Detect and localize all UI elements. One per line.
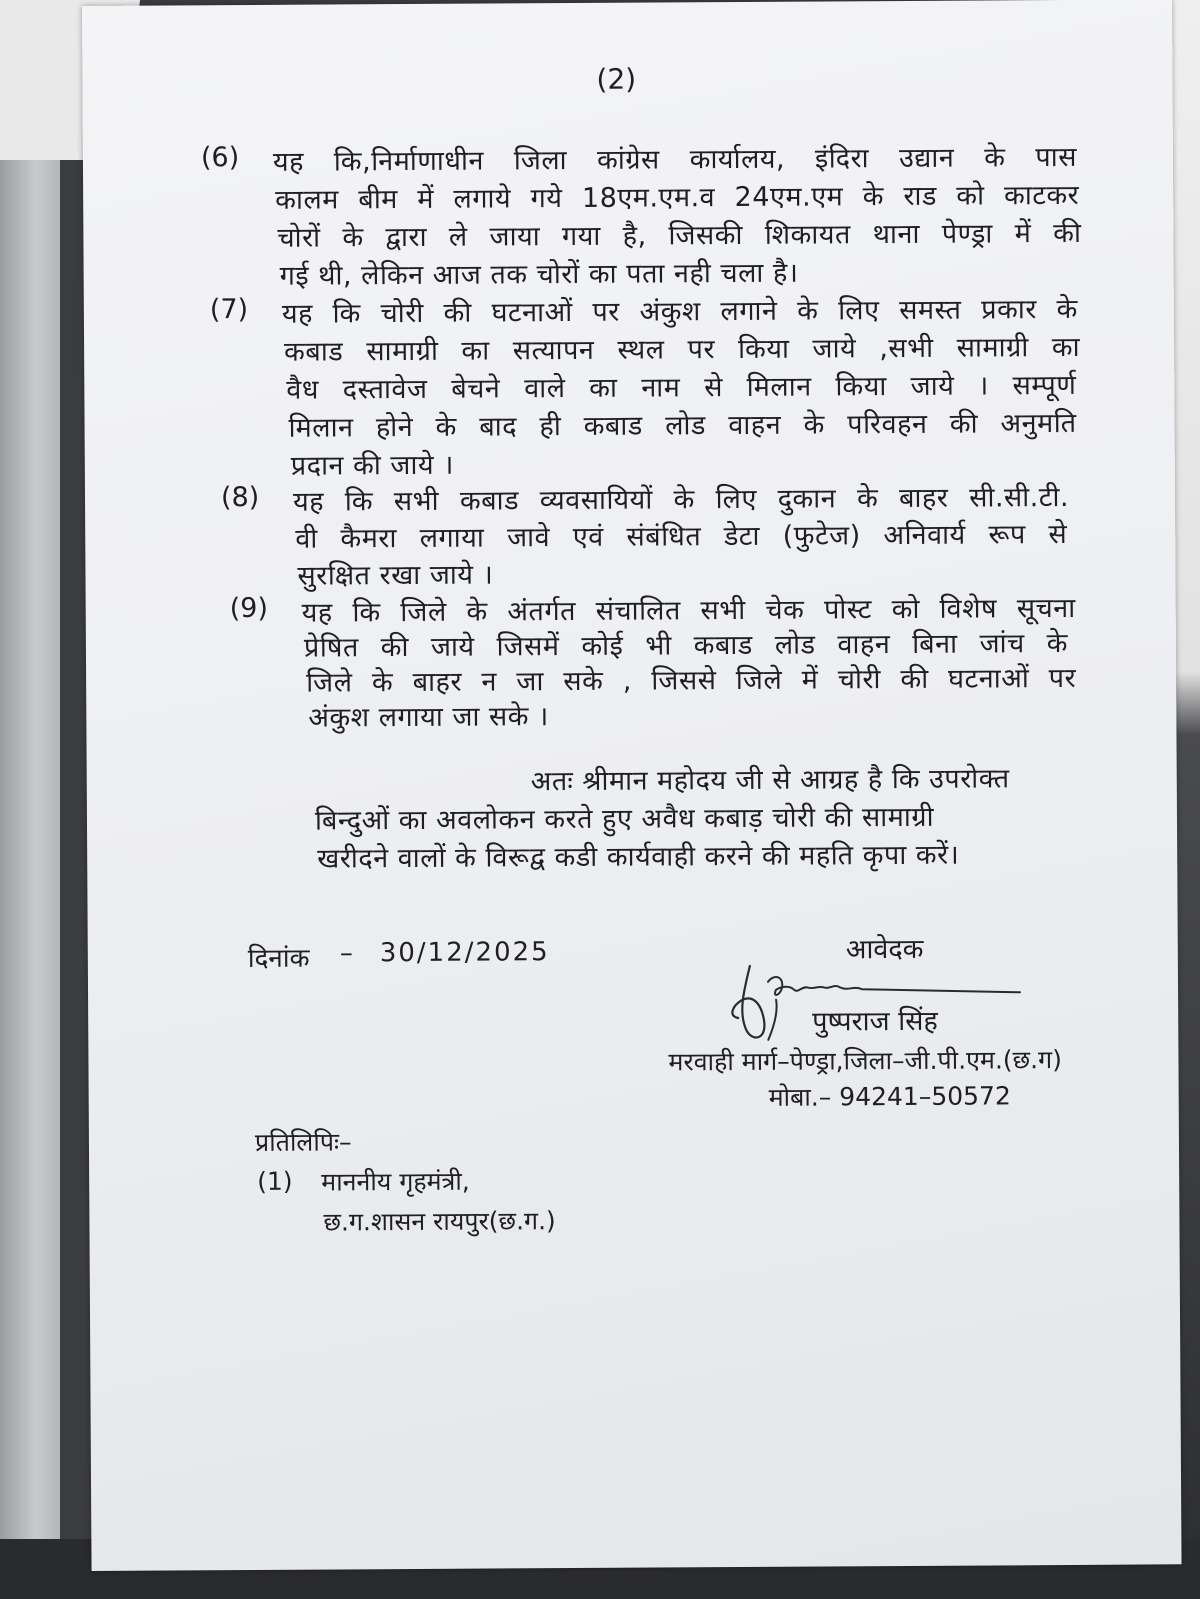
point-line: वी कैमरा लगाया जावे एवं संबंधित डेटा (फुटेज) अनिवार्य रूप से	[295, 518, 1068, 555]
copy-item-line: छ.ग.शासन रायपुर(छ.ग.)	[323, 1206, 556, 1237]
point-line: सुरक्षित रखा जाये ।	[297, 559, 494, 592]
date-label: दिनांक	[247, 943, 310, 975]
applicant-mobile: मोबा.– 94241–50572	[768, 1081, 1011, 1112]
point-line: प्रेषित की जाये जिसमें कोई भी कबाड लोड वाहन बिना जांच के	[303, 627, 1069, 664]
copy-item-number: (1)	[257, 1166, 293, 1196]
document-page	[82, 0, 1182, 1571]
background-left-edge	[0, 0, 60, 1599]
applicant-address: मरवाही मार्ग–पेण्ड्रा,जिला–जी.पी.एम.(छ.ग)	[668, 1045, 1062, 1077]
point-number: (6)	[200, 142, 240, 174]
point-line: गई थी, लेकिन आज तक चोरों का पता नही चला है।	[279, 257, 799, 292]
copy-label: प्रतिलिपिः–	[254, 1127, 352, 1157]
applicant-label: आवेदक	[845, 933, 924, 966]
date-value: 30/12/2025	[379, 937, 550, 969]
point-line: प्रदान की जाये ।	[290, 449, 454, 482]
applicant-name: पुष्पराज सिंह	[812, 1005, 938, 1038]
request-line: खरीदने वालों के विरूद्व कडी कार्यवाही करने की महति कृपा करें।	[317, 839, 960, 875]
point-line: अंकुश लगाया जा सके ।	[308, 701, 549, 734]
point-line: यह कि सभी कबाड व्यवसायियों के लिए दुकान के बाहर सी.सी.टी.	[292, 481, 1070, 518]
point-line: यह कि चोरी की घटनाओं पर अंकुश लगाने के लिए समस्त प्रकार के	[281, 293, 1078, 330]
request-line: अतः श्रीमान महोदय जी से आग्रह है कि उपरोक्त	[530, 763, 1010, 798]
point-number: (7)	[209, 293, 249, 326]
copy-item-line: माननीय गृहमंत्री,	[321, 1166, 470, 1197]
point-line: वैध दस्तावेज बेचने वाले का नाम से मिलान किया जाये । सम्पूर्ण	[286, 369, 1077, 406]
point-line: जिले के बाहर न जा सके , जिससे जिले में चोरी की घटनाओं पर	[306, 662, 1077, 699]
point-line: कालम बीम में लगाये गये 18एम.एम.व 24एम.एम के राड को काटकर	[275, 179, 1080, 216]
page-number: (2)	[596, 62, 637, 96]
point-line: यह कि,निर्माणाधीन जिला कांग्रेस कार्यालय, इंदिरा उद्यान के पास	[272, 141, 1078, 178]
point-number: (9)	[229, 592, 269, 625]
date-dash: –	[339, 938, 353, 969]
point-line: यह कि जिले के अंतर्गत संचालित सभी चेक पोस्ट को विशेष सूचना	[301, 592, 1076, 629]
point-line: मिलान होने के बाद ही कबाड लोड वाहन के परिवहन की अनुमति	[288, 407, 1077, 444]
point-number: (8)	[220, 481, 260, 514]
point-line: कबाड सामाग्री का सत्यापन स्थल पर किया जाये ,सभी सामाग्री का	[284, 331, 1081, 368]
request-line: बिन्दुओं का अवलोकन करते हुए अवैध कबाड़ चोरी की सामाग्री	[314, 801, 935, 837]
point-line: चोरों के द्वारा ले जाया गया है, जिसकी शिकायत थाना पेण्ड्रा में की	[277, 217, 1082, 254]
